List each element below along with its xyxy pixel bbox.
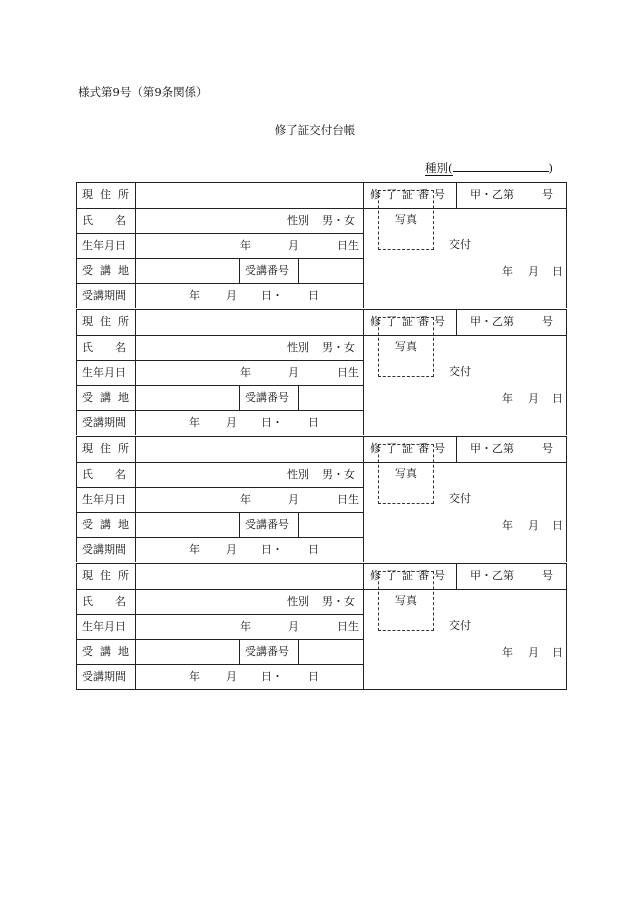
cert-number-label: 修了証番号 — [370, 315, 450, 328]
course-number-field[interactable] — [299, 640, 362, 663]
photo-label: 写真 — [395, 340, 417, 353]
gender-options[interactable]: 男・女 — [322, 214, 355, 227]
birth-day-label: 日生 — [337, 366, 359, 379]
birth-year-label: 年 — [240, 239, 251, 252]
address-label: 現住所 — [82, 569, 136, 582]
gender-label: 性別 — [287, 468, 309, 481]
period-month-label: 月 — [226, 543, 237, 556]
birth-day-label: 日生 — [337, 239, 359, 252]
period-month-label: 月 — [226, 416, 237, 429]
course-location-field[interactable] — [136, 513, 238, 536]
type-close: ) — [548, 161, 553, 175]
course-location-label: 受講地 — [82, 645, 136, 658]
period-month-label: 月 — [226, 670, 237, 683]
issued-label: 交付 — [449, 365, 471, 378]
course-number-label: 受講番号 — [245, 645, 289, 658]
issue-day-label: 日 — [552, 519, 563, 532]
birth-month-label: 月 — [288, 239, 299, 252]
address-label: 現住所 — [82, 188, 136, 201]
address-field[interactable] — [136, 438, 362, 461]
course-number-label: 受講番号 — [245, 264, 289, 277]
cert-number-label: 修了証番号 — [370, 569, 450, 582]
gender-options[interactable]: 男・女 — [322, 595, 355, 608]
period-day-end-label: 日 — [308, 416, 319, 429]
course-location-label: 受講地 — [82, 264, 136, 277]
address-field[interactable] — [136, 184, 362, 207]
cert-class-label: 甲・乙第 — [470, 569, 514, 582]
course-location-label: 受講地 — [82, 518, 136, 531]
birthdate-label: 生年月日 — [82, 493, 126, 506]
register-record — [76, 563, 567, 690]
issue-day-label: 日 — [552, 646, 563, 659]
period-year-label: 年 — [189, 289, 200, 302]
period-day-start-label: 日・ — [261, 289, 283, 302]
birth-month-label: 月 — [288, 620, 299, 633]
gender-label: 性別 — [287, 595, 309, 608]
register-record — [76, 309, 567, 435]
name-label: 氏名 — [82, 214, 148, 227]
photo-box[interactable] — [378, 190, 434, 250]
issue-year-label: 年 — [502, 265, 513, 278]
issue-year-label: 年 — [502, 392, 513, 405]
course-period-label: 受講期間 — [82, 543, 126, 556]
register-record — [76, 436, 567, 562]
course-location-label: 受講地 — [82, 391, 136, 404]
issue-month-label: 月 — [528, 646, 539, 659]
name-label: 氏名 — [82, 341, 148, 354]
course-period-label: 受講期間 — [82, 416, 126, 429]
address-label: 現住所 — [82, 442, 136, 455]
birth-year-label: 年 — [240, 366, 251, 379]
photo-label: 写真 — [395, 467, 417, 480]
birthdate-label: 生年月日 — [82, 366, 126, 379]
birth-month-label: 月 — [288, 493, 299, 506]
period-year-label: 年 — [189, 416, 200, 429]
name-label: 氏名 — [82, 468, 148, 481]
cert-class-label: 甲・乙第 — [470, 315, 514, 328]
issue-month-label: 月 — [528, 392, 539, 405]
period-day-end-label: 日 — [308, 670, 319, 683]
period-day-start-label: 日・ — [261, 543, 283, 556]
photo-box[interactable] — [378, 571, 434, 631]
gender-label: 性別 — [287, 214, 309, 227]
course-location-field[interactable] — [136, 386, 238, 409]
course-number-field[interactable] — [299, 259, 362, 282]
issued-label: 交付 — [449, 238, 471, 251]
issue-day-label: 日 — [552, 392, 563, 405]
cert-suffix-label: 号 — [542, 569, 553, 582]
photo-box[interactable] — [378, 317, 434, 377]
period-year-label: 年 — [189, 670, 200, 683]
issue-year-label: 年 — [502, 519, 513, 532]
document-title: 修了証交付台帳 — [274, 123, 356, 137]
period-day-start-label: 日・ — [261, 670, 283, 683]
issue-year-label: 年 — [502, 646, 513, 659]
photo-box[interactable] — [378, 444, 434, 504]
birth-year-label: 年 — [240, 620, 251, 633]
period-day-end-label: 日 — [308, 543, 319, 556]
course-period-label: 受講期間 — [82, 670, 126, 683]
name-field[interactable] — [136, 590, 286, 613]
address-field[interactable] — [136, 311, 362, 334]
issued-label: 交付 — [449, 492, 471, 505]
cert-number-label: 修了証番号 — [370, 188, 450, 201]
course-number-label: 受講番号 — [245, 391, 289, 404]
gender-options[interactable]: 男・女 — [322, 468, 355, 481]
issued-label: 交付 — [449, 619, 471, 632]
gender-options[interactable]: 男・女 — [322, 341, 355, 354]
course-location-field[interactable] — [136, 259, 238, 282]
issue-day-label: 日 — [552, 265, 563, 278]
period-day-start-label: 日・ — [261, 416, 283, 429]
cert-number-label: 修了証番号 — [370, 442, 450, 455]
type-label: 種別( — [425, 161, 453, 175]
cert-suffix-label: 号 — [542, 315, 553, 328]
course-period-label: 受講期間 — [82, 289, 126, 302]
course-number-field[interactable] — [299, 513, 362, 536]
cert-class-label: 甲・乙第 — [470, 188, 514, 201]
address-field[interactable] — [136, 565, 362, 588]
period-day-end-label: 日 — [308, 289, 319, 302]
cert-suffix-label: 号 — [542, 442, 553, 455]
form-number: 様式第9号（第9条関係） — [78, 85, 208, 99]
name-field[interactable] — [136, 463, 286, 486]
type-field[interactable] — [425, 160, 553, 176]
course-number-label: 受講番号 — [245, 518, 289, 531]
gender-label: 性別 — [287, 341, 309, 354]
name-field[interactable] — [136, 209, 286, 232]
course-number-field[interactable] — [299, 386, 362, 409]
course-location-field[interactable] — [136, 640, 238, 663]
type-blank[interactable] — [453, 171, 549, 172]
cert-class-label: 甲・乙第 — [470, 442, 514, 455]
cert-suffix-label: 号 — [542, 188, 553, 201]
issue-month-label: 月 — [528, 519, 539, 532]
register-record — [76, 182, 567, 308]
birthdate-label: 生年月日 — [82, 620, 126, 633]
name-field[interactable] — [136, 336, 286, 359]
name-label: 氏名 — [82, 595, 148, 608]
photo-label: 写真 — [395, 213, 417, 226]
issue-month-label: 月 — [528, 265, 539, 278]
birth-day-label: 日生 — [337, 493, 359, 506]
period-year-label: 年 — [189, 543, 200, 556]
certificate-register — [76, 182, 567, 690]
period-month-label: 月 — [226, 289, 237, 302]
birth-year-label: 年 — [240, 493, 251, 506]
birth-day-label: 日生 — [337, 620, 359, 633]
photo-label: 写真 — [395, 594, 417, 607]
birth-month-label: 月 — [288, 366, 299, 379]
birthdate-label: 生年月日 — [82, 239, 126, 252]
address-label: 現住所 — [82, 315, 136, 328]
